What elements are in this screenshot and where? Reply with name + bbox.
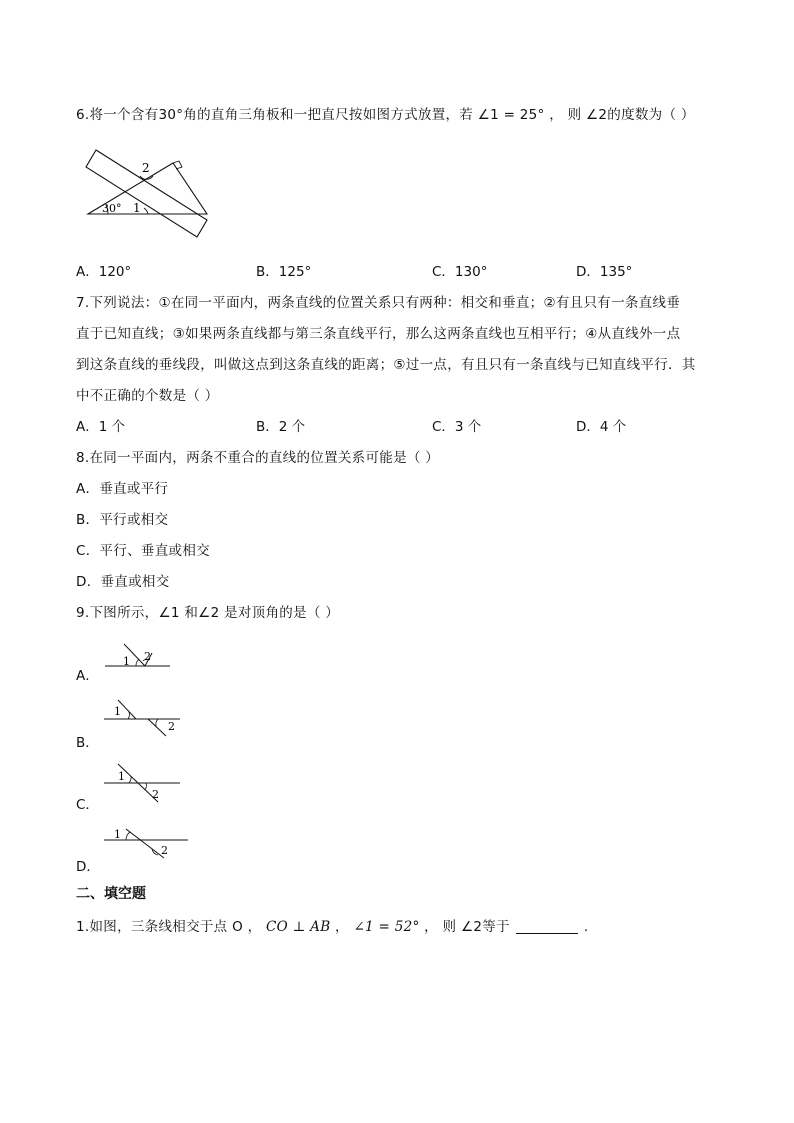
fill1-sep: ，	[335, 919, 349, 935]
q7-option-d[interactable]: D．4 个	[576, 419, 627, 435]
q9-option-b[interactable]: B．	[76, 735, 99, 751]
q8-option-c[interactable]: C．平行、垂直或相交	[76, 543, 210, 559]
q9-figure-d	[100, 822, 195, 862]
q9-figure-c	[100, 762, 185, 804]
angle-1-label: 1	[133, 201, 141, 215]
q7-line-3: 到这条直线的垂线段，叫做这点到这条直线的距离；⑤过一点，有且只有一条直线与已知直线平行．其	[76, 357, 696, 373]
fill1-cond-angle: ∠1 = 52°	[353, 919, 420, 935]
q7-option-b[interactable]: B．2 个	[256, 419, 306, 435]
q6-option-c[interactable]: C．130°	[432, 264, 488, 280]
q9d-angle-2: 2	[161, 844, 168, 857]
q9d-angle-1: 1	[114, 828, 121, 841]
q6-figure	[80, 145, 215, 237]
q6-option-a[interactable]: A．120°	[76, 264, 132, 280]
q6-option-b[interactable]: B．125°	[256, 264, 312, 280]
q7-line-2: 直于已知直线；③如果两条直线都与第三条直线平行，那么这两条直线也互相平行；④从直线外一点	[76, 326, 681, 342]
q9-text: 9.下图所示，∠1 和∠2 是对顶角的是（ ）	[76, 605, 340, 621]
q8-text: 8.在同一平面内，两条不重合的直线的位置关系可能是（ ）	[76, 450, 440, 466]
q7-line-1: 7.下列说法：①在同一平面内，两条直线的位置关系只有两种：相交和垂直；②有且只有一条直线垂	[76, 295, 681, 311]
q9b-angle-1: 1	[114, 705, 121, 718]
q8-option-d[interactable]: D．垂直或相交	[76, 574, 170, 590]
fill1-question	[76, 915, 588, 935]
q9b-angle-2: 2	[168, 720, 175, 733]
angle-2-label: 2	[142, 161, 150, 175]
angle-30-label: 30°	[102, 202, 122, 215]
fill1-suffix-a: ， 则 ∠2等于	[424, 919, 510, 935]
q6-option-d[interactable]: D．135°	[576, 264, 633, 280]
q9-figure-b	[100, 698, 185, 738]
q7-line-4: 中不正确的个数是（ ）	[76, 388, 219, 404]
q9a-angle-2: 2	[144, 650, 151, 663]
q9-figure-a	[100, 640, 175, 672]
q9c-angle-2: 2	[152, 788, 159, 801]
q8-option-a[interactable]: A．垂直或平行	[76, 481, 169, 497]
fill1-cond-perpendicular: CO ⊥ AB	[265, 919, 331, 935]
q8-option-b[interactable]: B．平行或相交	[76, 512, 169, 528]
q9-option-c[interactable]: C．	[76, 797, 99, 813]
q7-option-a[interactable]: A．1 个	[76, 419, 126, 435]
fill1-answer-blank[interactable]	[516, 919, 578, 934]
q9-option-d[interactable]: D．	[76, 859, 100, 875]
q6-text: 6.将一个含有30°角的直角三角板和一把直尺按如图方式放置，若 ∠1 = 25° ， 则 ∠2的度数为（ ）	[76, 107, 695, 123]
q9c-angle-1: 1	[118, 770, 125, 783]
fill1-suffix-b: .	[583, 919, 589, 935]
q9-option-a[interactable]: A．	[76, 668, 99, 684]
fill1-prefix: 1.如图，三条线相交于点 O ，	[76, 919, 262, 935]
q7-option-c[interactable]: C．3 个	[432, 419, 482, 435]
q9a-angle-1: 1	[123, 655, 130, 668]
section-title: 二、填空题	[76, 886, 146, 902]
